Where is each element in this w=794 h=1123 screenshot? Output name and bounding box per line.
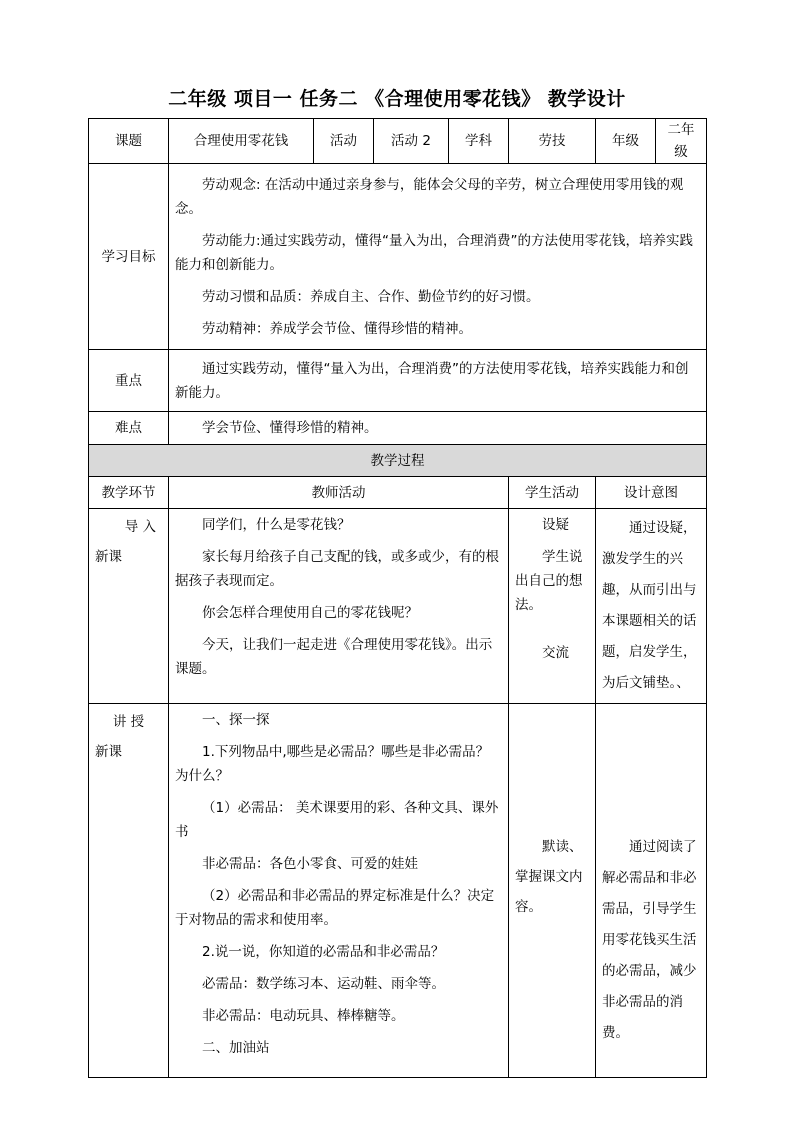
goal-item: 劳动能力:通过实践劳动，懂得“量入为出，合理消费”的方法使用零花钱，培养实践能力和创新能力。 [175,232,694,273]
intro-student-line: 学生说出自己的想法。 [515,549,583,613]
intro-teacher-line: 今天，让我们一起走进《合理使用零花钱》。出示课题。 [175,637,493,677]
difficulty-row [89,412,707,445]
key-text: 通过实践劳动，懂得“量入为出，合理消费”的方法使用零花钱，培养实践能力和创新能力。 [175,360,689,401]
lecture-row [89,704,707,1078]
key-row [89,350,707,412]
header-row [89,119,707,164]
intro-student-line: 交流 [542,645,569,661]
subject-value: 劳技 [509,119,596,164]
intro-student [509,509,596,704]
intro-teacher-line: 你会怎样合理使用自己的零花钱呢？ [202,605,418,621]
intro-teacher [169,509,509,704]
difficulty-text: 学会节俭、懂得珍惜的精神。 [202,420,378,436]
intro-row [89,509,707,704]
lecture-stage-line1: 讲 授 [112,714,145,730]
activity-value: 活动 2 [374,119,449,164]
key-label: 重点 [89,350,169,412]
difficulty-content [169,412,707,445]
lecture-intent [596,704,707,1078]
goal-item: 劳动精神：养成学会节俭、懂得珍惜的精神。 [202,320,472,337]
topic-label: 课题 [89,119,169,164]
lecture-teacher-line: （2）必需品和非必需品的界定标准是什么？决定于对物品的需求和使用率。 [175,888,495,928]
subject-label: 学科 [449,119,509,164]
process-columns-row [89,477,707,509]
lecture-stage [89,704,169,1078]
goals-label: 学习目标 [89,164,169,350]
col-stage: 教学环节 [89,477,169,509]
intro-teacher-line: 同学们，什么是零花钱？ [202,517,351,533]
key-content [169,350,707,412]
lecture-student-text: 默读、掌握课文内容。 [515,839,583,915]
goals-row [89,164,707,350]
col-student: 学生活动 [509,477,596,509]
intro-intent-text: 通过设疑，激发学生的兴趣，从而引出与本课题相关的话题，启发学生，为后文铺垫。、 [602,520,697,691]
page-title: 二年级 项目一 任务二 《合理使用零花钱》 教学设计 [168,88,626,110]
lecture-intent-text: 通过阅读了解必需品和非必需品，引导学生用零花钱买生活的必需品，减少非必需品的消费。 [602,839,697,1041]
grade-label: 年级 [596,119,656,164]
goal-item: 劳动习惯和品质：养成自主、合作、勤俭节约的好习惯。 [202,288,540,305]
lecture-teacher-line: 一、探一探 [202,712,270,728]
intro-intent [596,509,707,704]
lecture-teacher-line: 必需品：数学练习本、运动鞋、雨伞等。 [202,976,445,992]
lecture-teacher-line: 2.说一说，你知道的必需品和非必需品？ [202,944,445,960]
lesson-plan-table [88,118,707,1078]
topic-value: 合理使用零花钱 [169,119,314,164]
process-heading-row [89,445,707,477]
intro-stage-line2: 新课 [95,549,122,565]
col-teacher: 教师活动 [169,477,509,509]
lecture-teacher-line: 非必需品：电动玩具、棒棒糖等。 [202,1008,405,1024]
goals-content [169,164,707,350]
intro-teacher-line: 家长每月给孩子自己支配的钱，或多或少，有的根据孩子表现而定。 [175,549,499,589]
lecture-teacher-line: 1.下列物品中,哪些是必需品？哪些是非必需品？为什么？ [175,744,490,784]
intro-stage [89,509,169,704]
intro-student-line: 设疑 [542,517,569,533]
difficulty-label: 难点 [89,412,169,445]
lecture-teacher-line: 非必需品：各色小零食、可爱的娃娃 [202,856,418,872]
lecture-stage-line2: 新课 [95,744,122,760]
lecture-teacher-line: 二、加油站 [202,1040,270,1056]
lecture-teacher [169,704,509,1078]
lecture-teacher-line: （1）必需品： 美术课要用的彩、各种文具、课外书 [175,800,499,840]
lecture-student [509,704,596,1078]
intro-stage-line1: 导 入 [124,519,156,535]
activity-label: 活动 [314,119,374,164]
goal-item: 劳动观念: 在活动中通过亲身参与，能体会父母的辛劳，树立合理使用零用钱的观念。 [175,176,684,217]
process-heading: 教学过程 [89,445,707,477]
col-intent: 设计意图 [596,477,707,509]
grade-value: 二年级 [656,119,707,164]
